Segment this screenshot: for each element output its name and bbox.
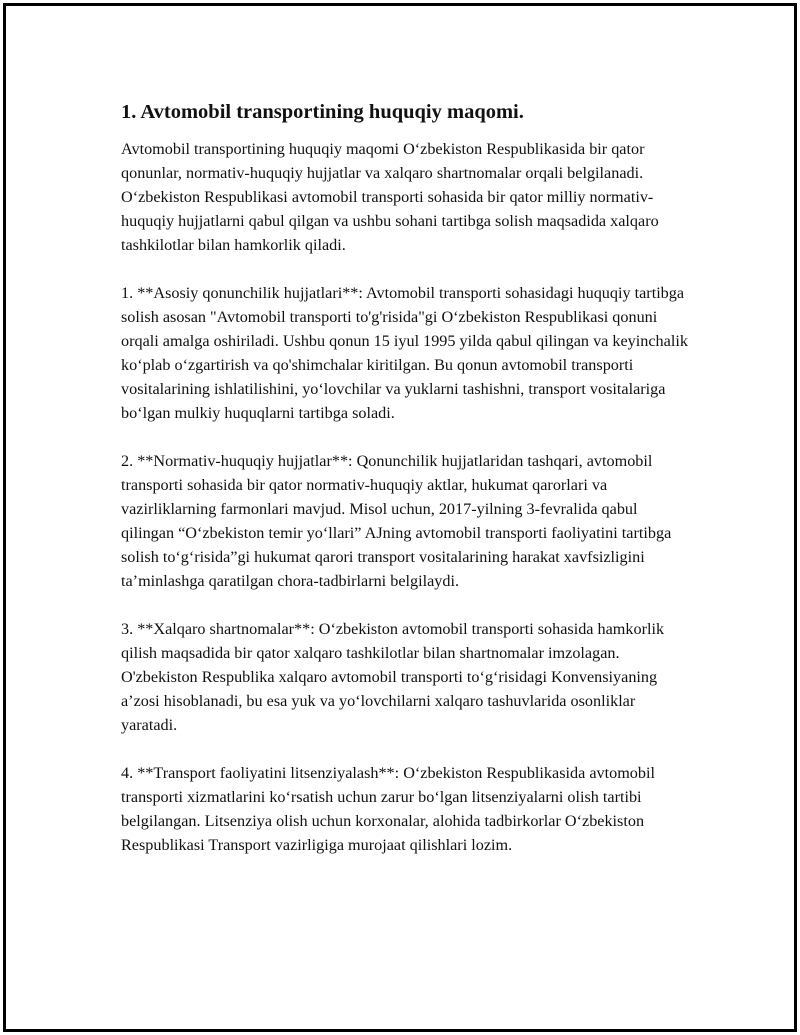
paragraph-licensing: 4. **Transport faoliyatini litsenziyalash**: O‘zbekiston Respublikasida avtomobil transporti xizmatlarini ko‘rsatish uchun zarur bo‘lgan litsenziyalarni olish tartibi belgilangan. Litsenziya olish uchun korxonalar, alohida tadbirkorlar O‘zbekiston Respublikasi Transport vazirligiga murojaat qilishlari lozim. <box>121 764 655 854</box>
paragraph-normative-acts: 2. **Normativ-huquqiy hujjatlar**: Qonunchilik hujjatlaridan tashqari, avtomobil transporti sohasida bir qator normativ-huquqiy aktlar, hukumat qarorlari va vazirliklarning farmonlari mavjud. Misol uchun, 2017-yilning 3-fevralida qabul qilingan “O‘zbekiston temir yo‘llari” AJning avtomobil transporti faoliyatini tartibga solish to‘g‘risida”gi hukumat qarori transport vositalarining harakat xavfsizligini ta’minlashga qaratilgan chora-tadbirlarni belgilaydi. <box>121 452 672 590</box>
page-frame <box>3 3 797 1032</box>
intro-paragraph: Avtomobil transportining huquqiy maqomi O‘zbekiston Respublikasida bir qator qonunlar, normativ-huquqiy hujjatlar va xalqaro shartnomalar orqali belgilanadi. O‘zbekiston Respublikasi avtomobil transporti sohasida bir qator milliy normativ-huquqiy hujjatlarni qabul qilgan va ushbu sohani tartibga solish maqsadida xalqaro tashkilotlar bilan hamkorlik qiladi. <box>121 140 659 254</box>
document-body <box>121 99 691 881</box>
paragraph-legislation: 1. **Asosiy qonunchilik hujjatlari**: Avtomobil transporti sohasidagi huquqiy tartibga solish asosan "Avtomobil transporti to'g'risida"gi O‘zbekiston Respublikasi qonuni orqali amalga oshiriladi. Ushbu qonun 15 iyul 1995 yilda qabul qilingan va keyinchalik ko‘plab o‘zgartirish va qo'shimchalar kiritilgan. Bu qonun avtomobil transporti vositalarining ishlatilishini, yo‘lovchilar va yuklarni tashishni, transport vositalariga bo‘lgan mulkiy huquqlarni tartibga soladi. <box>121 284 688 422</box>
paragraph-international-agreements: 3. **Xalqaro shartnomalar**: O‘zbekiston avtomobil transporti sohasida hamkorlik qilish maqsadida bir qator xalqaro tashkilotlar bilan shartnomalar imzolagan. O'zbekiston Respublika xalqaro avtomobil transporti to‘g‘risidagi Konvensiyaning a’zosi hisoblanadi, bu esa yuk va yo‘lovchilarni xalqaro tashuvlarida osonliklar yaratadi. <box>121 620 665 734</box>
page-title: 1. Avtomobil transportining huquqiy maqomi. <box>121 101 524 123</box>
